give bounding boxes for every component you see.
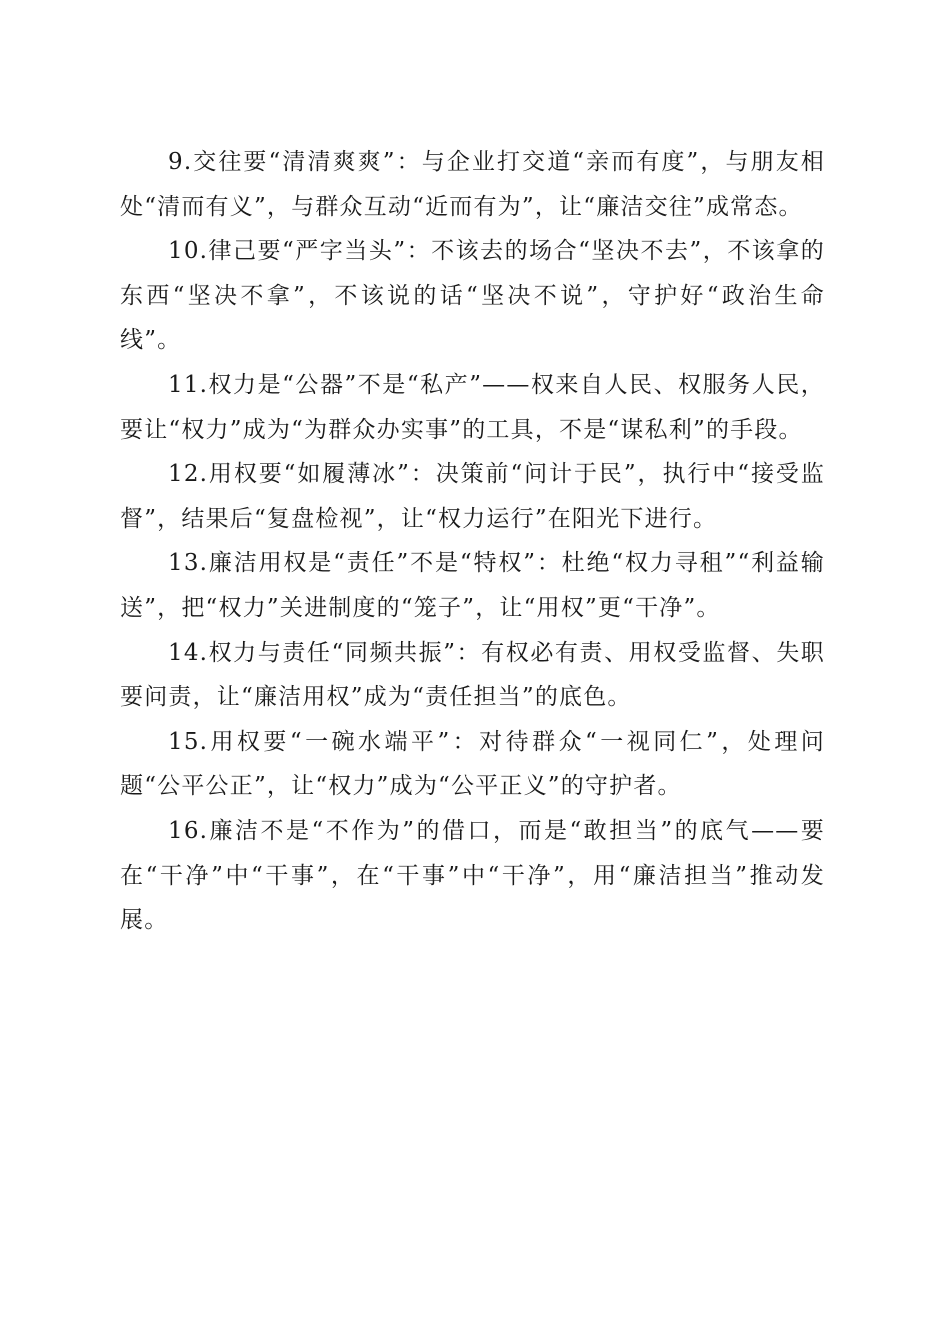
paragraph-14: 14.权力与责任“同频共振”：有权必有责、用权受监督、失职要问责，让“廉洁用权”成为“责任担当”的底色。 xyxy=(120,639,825,711)
paragraph-11: 11.权力是“公器”不是“私产”——权来自人民、权服务人民，要让“权力”成为“为群众办实事”的工具，不是“谋私利”的手段。 xyxy=(120,371,825,443)
paragraph-9: 9.交往要“清清爽爽”：与企业打交道“亲而有度”，与朋友相处“清而有义”，与群众互动“近而有为”，让“廉洁交往”成常态。 xyxy=(120,149,825,220)
paragraph-13: 13.廉洁用权是“责任”不是“特权”：杜绝“权力寻租”“利益输送”，把“权力”关进制度的“笼子”，让“用权”更“干净”。 xyxy=(120,550,825,621)
paragraph-15: 15.用权要“一碗水端平”：对待群众“一视同仁”，处理问题“公平公正”，让“权力”成为“公平正义”的守护者。 xyxy=(120,728,825,800)
paragraph-16: 16.廉洁不是“不作为”的借口，而是“敢担当”的底气——要在“干净”中“干事”，在“干事”中“干净”，用“廉洁担当”推动发展。 xyxy=(120,817,825,934)
paragraph-12: 12.用权要“如履薄冰”：决策前“问计于民”，执行中“接受监督”，结果后“复盘检视”，让“权力运行”在阳光下进行。 xyxy=(120,461,825,532)
paragraph-10: 10.律己要“严字当头”：不该去的场合“坚决不去”，不该拿的东西“坚决不拿”，不该说的话“坚决不说”，守护好“政治生命线”。 xyxy=(120,238,825,354)
document-body xyxy=(120,140,825,943)
